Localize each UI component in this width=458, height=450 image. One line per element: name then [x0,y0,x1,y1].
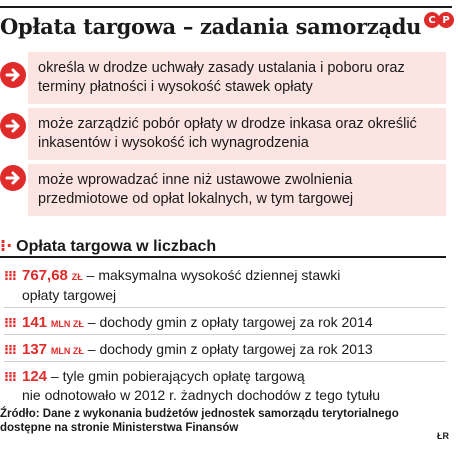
stat-text: – maksymalna wysokość dziennej stawki [82,267,341,283]
stat-text: – tyle gmin pobierających opłatę targową [47,368,305,384]
divider [4,307,446,308]
stat-value: 767,68 [22,267,68,284]
stat-item [4,340,446,360]
section-heading [0,236,216,256]
task-card [28,164,446,216]
task-line: określa w drodze uchwały zasady ustalania i poboru oraz [38,60,405,76]
stat-text: – dochody gmin z opłaty targowej za rok 2013 [83,341,373,357]
stat-text: nie odnotowało w 2012 r. żadnych dochodów z tego tytułu [22,387,381,403]
stat-value: 141 [22,314,48,331]
red-circle-arrow-icon [0,113,26,139]
stat-item [4,313,446,333]
section-rule [0,256,446,258]
heading-dots-icon: ⁝⋅ [0,238,13,255]
task-line: może zarządzić pobór opłaty w drodze inkasa oraz określić [38,116,417,132]
stat-unit: MLN ZŁ [50,319,84,329]
source-line: Źródło: Dane z wykonania budżetów jednostek samorządu terytorialnego [0,408,399,420]
divider [4,361,446,362]
source-note [0,407,420,435]
divider [4,334,446,335]
stat-value: 124 [22,368,48,385]
stat-item [4,367,446,407]
stat-text: – dochody gmin z opłaty targowej za rok 2014 [83,314,373,330]
page-title: Opłata targowa – zadania samorządu [0,14,422,39]
top-rule [0,6,452,8]
section-heading-label: Opłata targowa w liczbach [16,238,217,255]
task-card [28,108,446,160]
red-grid-bullet-icon: ⁝⁝⁝ [4,268,16,283]
red-grid-bullet-icon: ⁝⁝⁝ [4,315,16,330]
stat-text: opłaty targowej [22,287,117,303]
red-circle-arrow-icon [0,165,26,191]
task-card [28,52,446,104]
source-line: dostępne na stronie Ministerstwa Finansów [0,422,239,434]
copyright-p-icon: P [438,12,454,28]
copyright-c-icon: C [424,12,440,28]
stat-item [4,266,446,306]
red-grid-bullet-icon: ⁝⁝⁝ [4,342,16,357]
task-line: przedmiotowe od opłat lokalnych, w tym targowej [38,191,354,207]
stat-unit: MLN ZŁ [50,346,84,356]
task-line: inkasentów i wysokość ich wynagrodzenia [38,135,309,151]
red-grid-bullet-icon: ⁝⁝⁝ [4,369,16,384]
stat-value: 137 [22,341,48,358]
task-line: może wprowadzać inne niż ustawowe zwolnienia [38,172,353,188]
publisher-logo: ŁR [437,431,449,441]
red-circle-arrow-icon [0,62,26,88]
task-line: terminy płatności i wysokość stawek opłaty [38,79,313,95]
stat-unit: ZŁ [71,272,83,282]
